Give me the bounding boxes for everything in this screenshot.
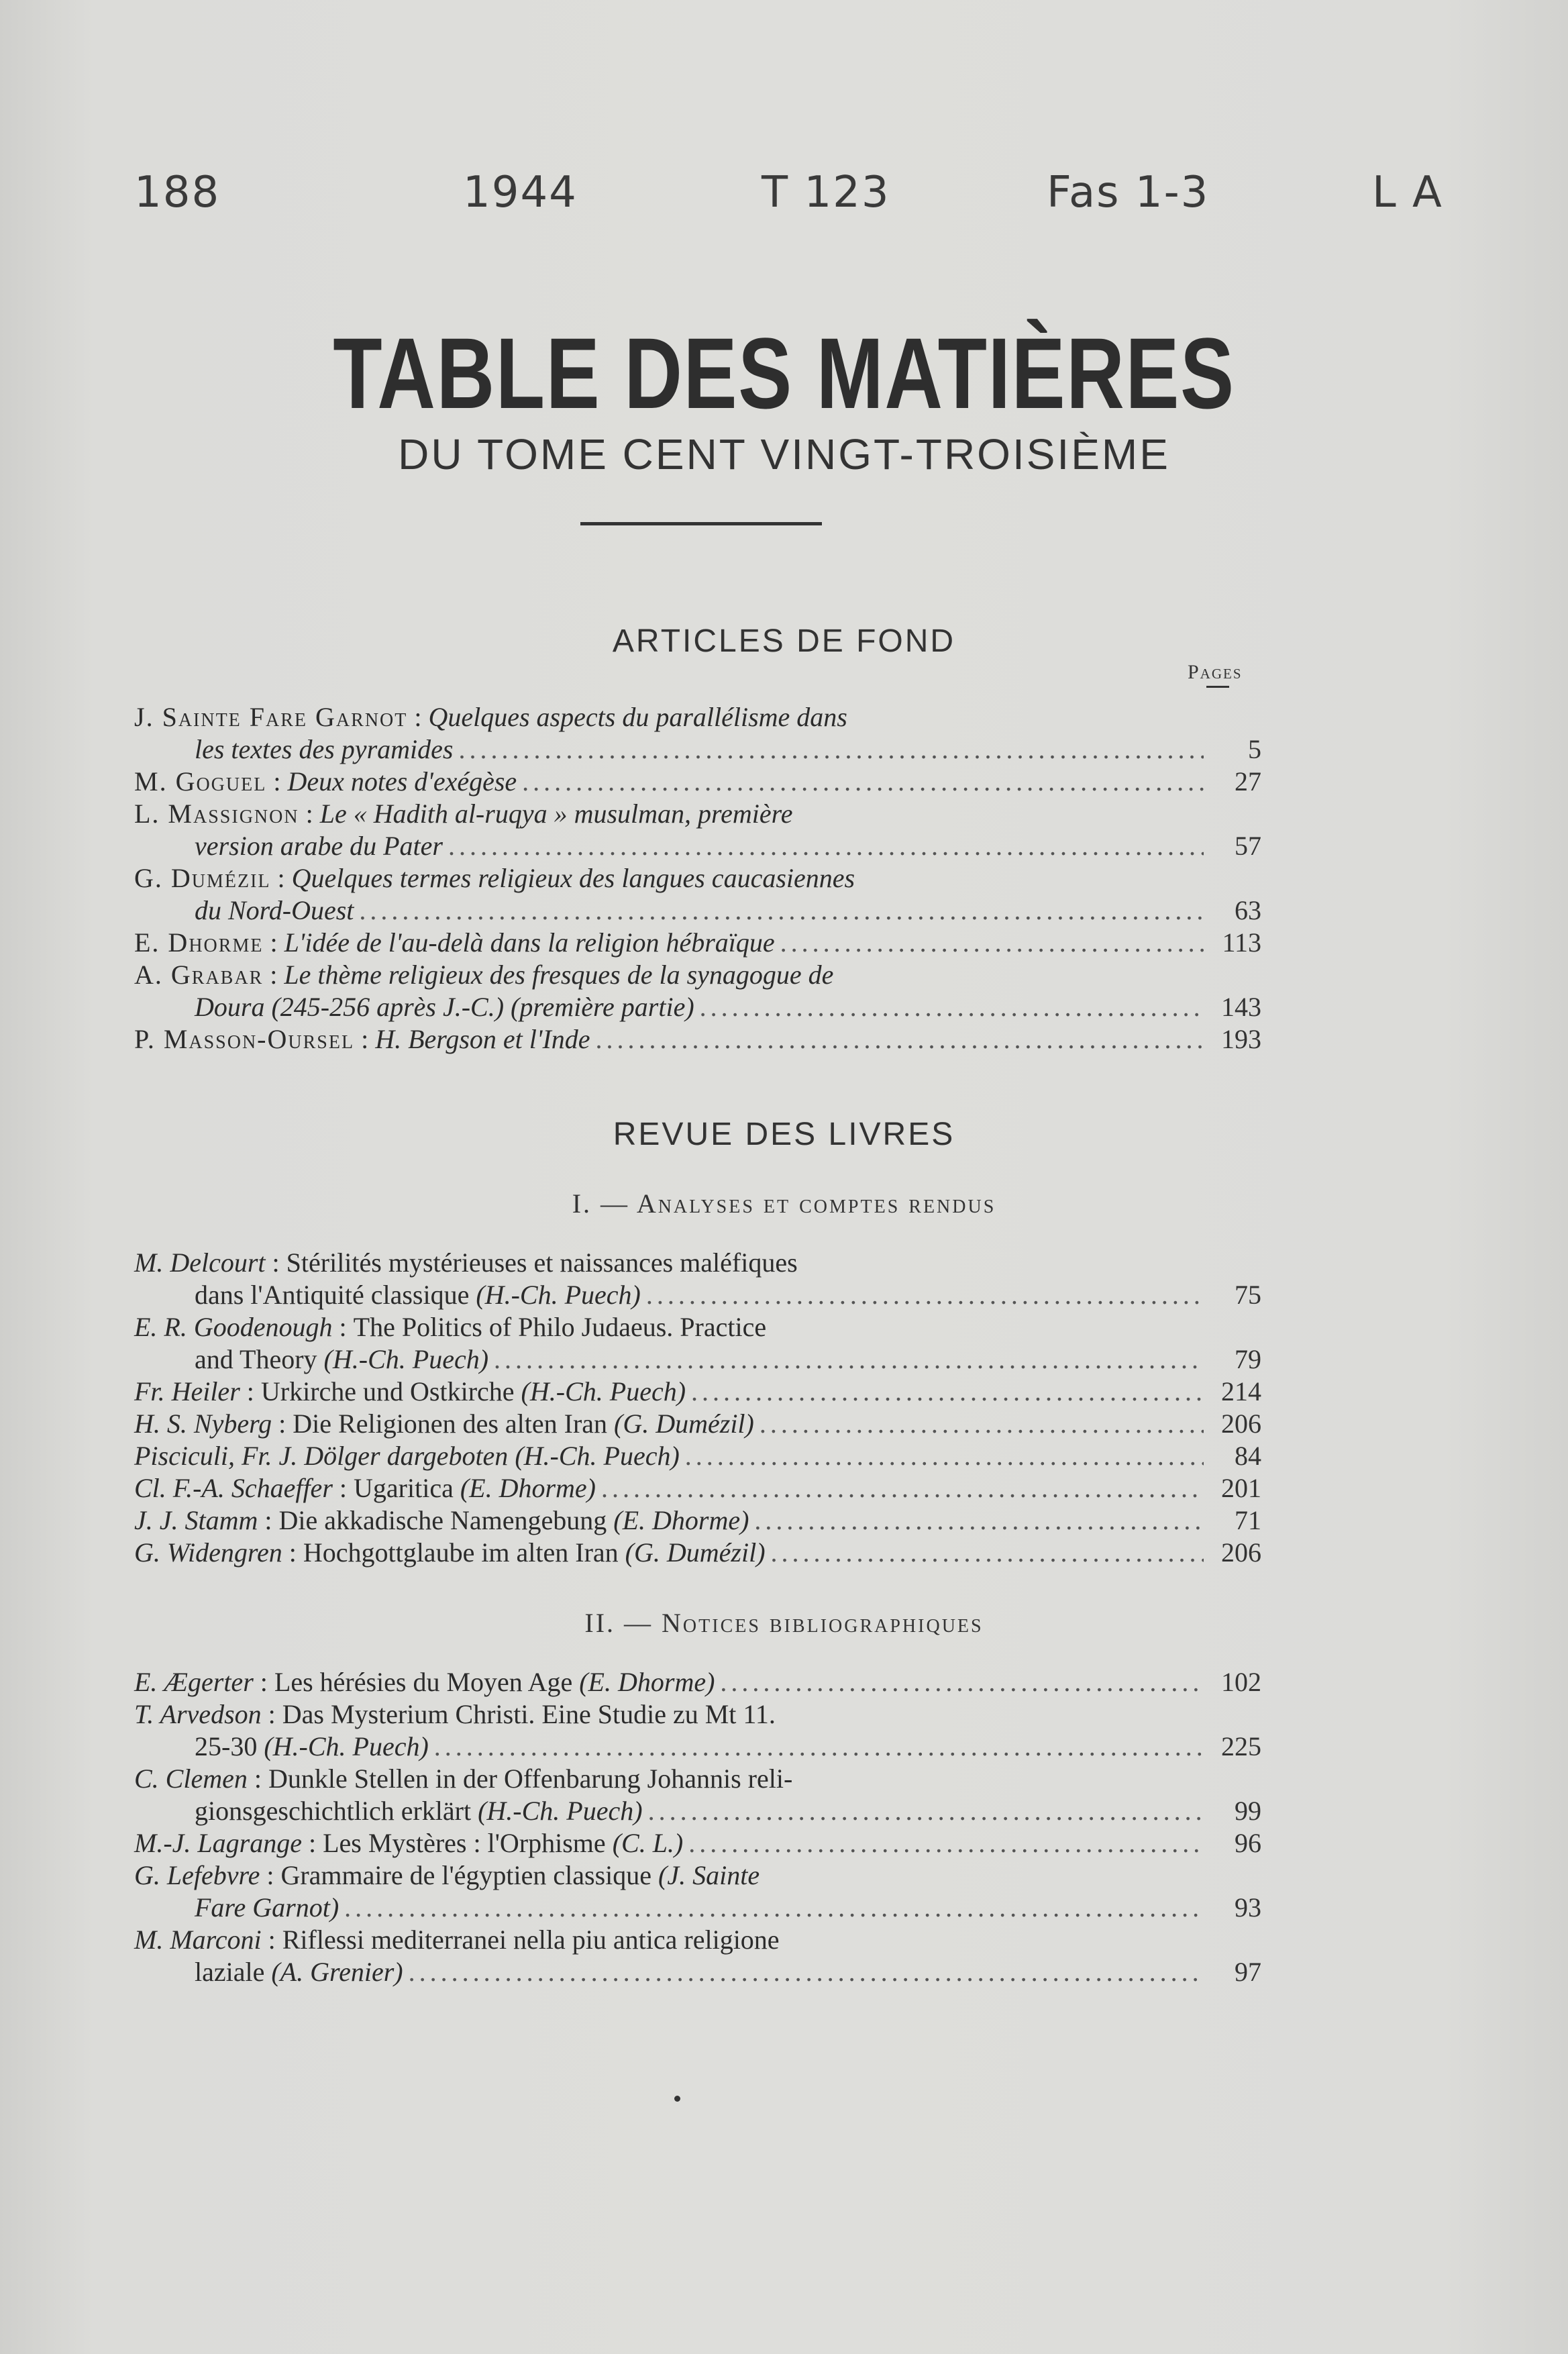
notice-entry: M. Marconi : Riflessi mediterranei nella piu antica religione laziale (A. Grenier) ..... 97 — [134, 1924, 1261, 1988]
page-number: 225 — [1221, 1731, 1261, 1761]
page-number: 27 — [1235, 766, 1261, 797]
pages-label: Pages — [1188, 661, 1243, 683]
notice-entry: T. Arvedson : Das Mysterium Christi. Eine Studie zu Mt 11. 25-30 (H.-Ch. Puech) ..... 225 — [134, 1698, 1261, 1763]
handwritten-note-5: L A — [1372, 168, 1443, 217]
review-entry: J. J. Stamm : Die akkadische Namengebung (E. Dhorme) ..... 71 — [134, 1504, 1261, 1537]
page-number: 57 — [1235, 831, 1261, 861]
article-entry: J. Sainte Fare Garnot : Quelques aspects du parallélisme dans les textes des pyramides ..... 5 — [134, 701, 1261, 766]
notice-entry: G. Lefebvre : Grammaire de l'égyptien classique (J. Sainte Fare Garnot) ..... 93 — [134, 1859, 1261, 1924]
review-entry: Cl. F.-A. Schaeffer : Ugaritica (E. Dhorme) ..... 201 — [134, 1472, 1261, 1504]
page-number: 71 — [1235, 1505, 1261, 1535]
review-entry: G. Widengren : Hochgottglaube im alten Iran (G. Dumézil) ..... 206 — [134, 1537, 1261, 1569]
article-entry: L. Massignon : Le « Hadith al-ruqya » musulman, première version arabe du Pater ..... 57 — [134, 798, 1261, 862]
notice-entry: E. Ægerter : Les hérésies du Moyen Age (E. Dhorme) ..... 102 — [134, 1666, 1261, 1698]
review-entry: Fr. Heiler : Urkirche und Ostkirche (H.-Ch. Puech) ..... 214 — [134, 1376, 1261, 1408]
page-number: 214 — [1221, 1376, 1261, 1406]
articles-heading: ARTICLES DE FOND — [612, 623, 956, 659]
handwritten-note-1: 188 — [134, 168, 221, 217]
review-entry: Pisciculi, Fr. J. Dölger dargeboten (H.-Ch. Puech) ..... 84 — [134, 1440, 1261, 1472]
page-number: 143 — [1221, 992, 1261, 1022]
article-entry: G. Dumézil : Quelques termes religieux des langues caucasiennes du Nord-Ouest ..... 63 — [134, 862, 1261, 927]
page-number: 193 — [1221, 1024, 1261, 1054]
reviews-heading: REVUE DES LIVRES — [613, 1117, 955, 1152]
article-entry: P. Masson-Oursel : H. Bergson et l'Inde ..... 193 — [134, 1023, 1261, 1056]
article-entry: E. Dhorme : L'idée de l'au-delà dans la religion hébraïque ..... 113 — [134, 927, 1261, 959]
analyses-heading: I. — Analyses et comptes rendus — [572, 1188, 996, 1219]
pages-dash — [1206, 686, 1229, 688]
page-number: 206 — [1221, 1537, 1261, 1568]
page-number: 99 — [1235, 1796, 1261, 1826]
page-number: 206 — [1221, 1409, 1261, 1439]
handwritten-note-3: T 123 — [762, 168, 890, 217]
review-entry: H. S. Nyberg : Die Religionen des alten Iran (G. Dumézil) ..... 206 — [134, 1408, 1261, 1440]
page-number: 97 — [1235, 1957, 1261, 1987]
page-subtitle: DU TOME CENT VINGT-TROISIÈME — [398, 430, 1170, 478]
handwritten-note-2: 1944 — [463, 168, 578, 217]
notice-entry: M.-J. Lagrange : Les Mystères : l'Orphisme (C. L.) ..... 96 — [134, 1827, 1261, 1859]
page-title: TABLE DES MATIÈRES — [333, 317, 1235, 429]
page-number: 201 — [1221, 1473, 1261, 1503]
page-number: 5 — [1248, 734, 1261, 764]
page-number: 96 — [1235, 1828, 1261, 1858]
page-number: 84 — [1235, 1441, 1261, 1471]
notice-entry: C. Clemen : Dunkle Stellen in der Offenbarung Johannis reli- gionsgeschichtlich erklärt (H.-Ch. Puech) ..... 99 — [134, 1763, 1261, 1827]
handwritten-note-4: Fas 1-3 — [1047, 168, 1210, 217]
title-rule — [580, 522, 822, 525]
page-number: 79 — [1235, 1344, 1261, 1374]
ink-dot — [674, 2096, 680, 2102]
review-entry: M. Delcourt : Stérilités mystérieuses et naissances maléfiques dans l'Antiquité classique (H.-Ch. Puech) ..... 75 — [134, 1247, 1261, 1311]
page-number: 75 — [1235, 1280, 1261, 1310]
article-entry: M. Goguel : Deux notes d'exégèse ..... 27 — [134, 766, 1261, 798]
page-number: 102 — [1221, 1667, 1261, 1697]
page-number: 113 — [1222, 927, 1261, 958]
page-number: 93 — [1235, 1892, 1261, 1923]
review-entry: E. R. Goodenough : The Politics of Philo Judaeus. Practice and Theory (H.-Ch. Puech) ..... 79 — [134, 1311, 1261, 1376]
notices-heading: II. — Notices bibliographiques — [584, 1608, 984, 1638]
page-number: 63 — [1235, 895, 1261, 925]
article-entry: A. Grabar : Le thème religieux des fresques de la synagogue de Doura (245-256 après J.-C.) (première partie) ..... 143 — [134, 959, 1261, 1023]
